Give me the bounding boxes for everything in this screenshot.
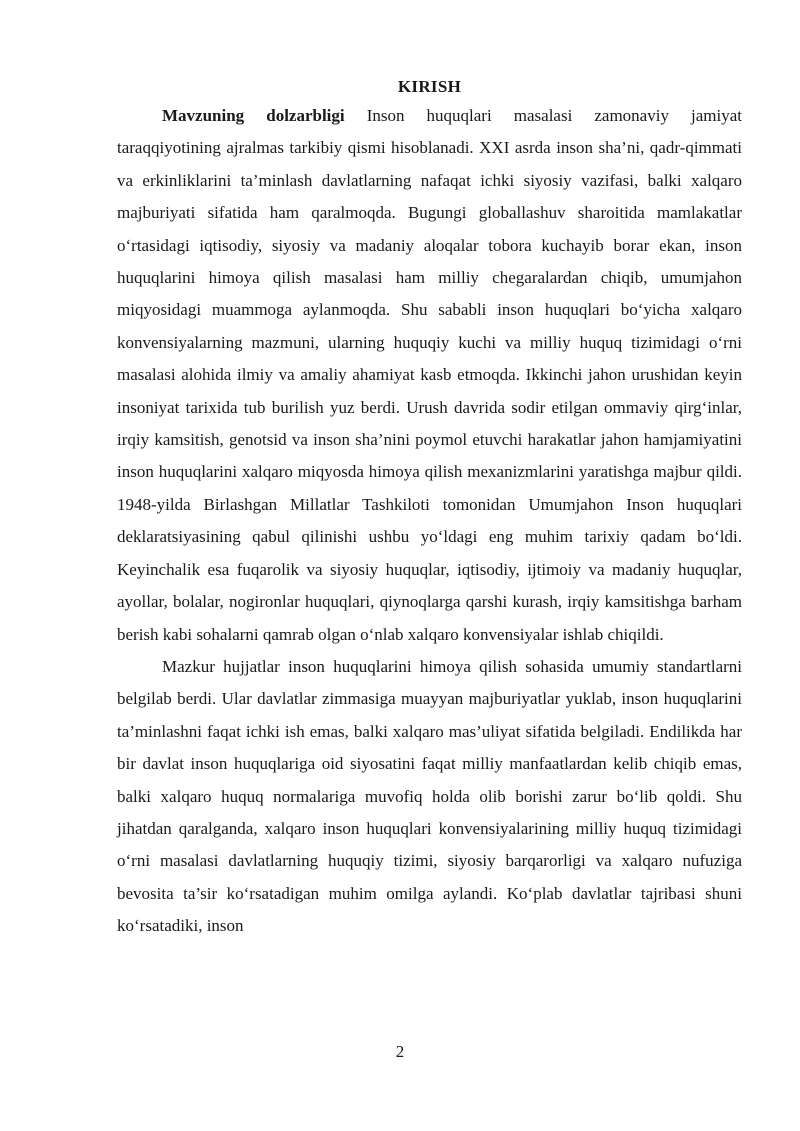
section-heading: KIRISH <box>397 77 462 96</box>
paragraph-relevance <box>117 100 742 651</box>
page-number: 2 <box>395 1042 405 1061</box>
paragraph-documents <box>117 651 742 943</box>
paragraph-text: Inson huquqlari masalasi zamonaviy jamiyat taraqqiyotining ajralmas tarkibiy qismi hisoblanadi. XXI asrda inson sha’ni, qadr-qimmati va erkinliklarini ta’minlash davlatlarning nafaqat ichki siyosiy vazifasi, balki xalqaro majburiyati sifatida ham qaralmoqda. Bugungi globallashuv sharoitida mamlakatlar o‘rtasidagi iqtisodiy, siyosiy va madaniy aloqalar tobora kuchayib borar ekan, inson huquqlarini himoya qilish masalasi ham milliy chegaralardan chiqib, umumjahon miqyosidagi muammoga aylanmoqda. Shu sababli inson huquqlari bo‘yicha xalqaro konvensiyalarning mazmuni, ularning huquqiy kuchi va milliy huquq tizimidagi o‘rni masalasi alohida ilmiy va amaliy ahamiyat kasb etmoqda. Ikkinchi jahon urushidan keyin insoniyat tarixida tub burilish yuz berdi. Urush davrida sodir etilgan ommaviy qirg‘inlar, irqiy kamsitish, genotsid va inson sha’nini poymol etuvchi harakatlar jahon hamjamiyatini inson huquqlarini xalqaro miqyosda himoya qilish mexanizmlarini yaratishga majbur qildi. 1948-yilda Birlashgan Millatlar Tashkiloti tomonidan Umumjahon Inson huquqlari deklaratsiyasining qabul qilinishi ushbu yo‘ldagi eng muhim tarixiy qadam bo‘ldi. Keyinchalik esa fuqarolik va siyosiy huquqlar, iqtisodiy, ijtimoiy va madaniy huquqlar, ayollar, bolalar, nogironlar huquqlari, qiynoqlarga qarshi kurash, irqiy kamsitishga barham berish kabi sohalarni qamrab olgan o‘nlab xalqaro konvensiyalar ishlab chiqildi. <box>117 106 742 644</box>
document-page <box>117 76 742 943</box>
paragraph-lead: Mavzuning dolzarbligi <box>162 106 345 125</box>
paragraph-text: Mazkur hujjatlar inson huquqlarini himoya qilish sohasida umumiy standartlarni belgilab berdi. Ular davlatlar zimmasiga muayyan majburiyatlar yuklab, inson huquqlarini ta’minlashni faqat ichki ish emas, balki xalqaro mas’uliyat sifatida belgiladi. Endilikda har bir davlat inson huquqlariga oid siyosatini faqat milliy manfaatlardan kelib chiqib emas, balki xalqaro huquq normalariga muvofiq holda olib borishi zarur bo‘lib qoldi. Shu jihatdan qaralganda, xalqaro inson huquqlari konvensiyalarining milliy huquq tizimidagi o‘rni masalasi davlatlarning huquqiy tizimi, siyosiy barqarorligi va xalqaro nufuziga bevosita ta’sir ko‘rsatadigan muhim omilga aylandi. Ko‘plab davlatlar tajribasi shuni ko‘rsatadiki, inson <box>117 656 742 936</box>
